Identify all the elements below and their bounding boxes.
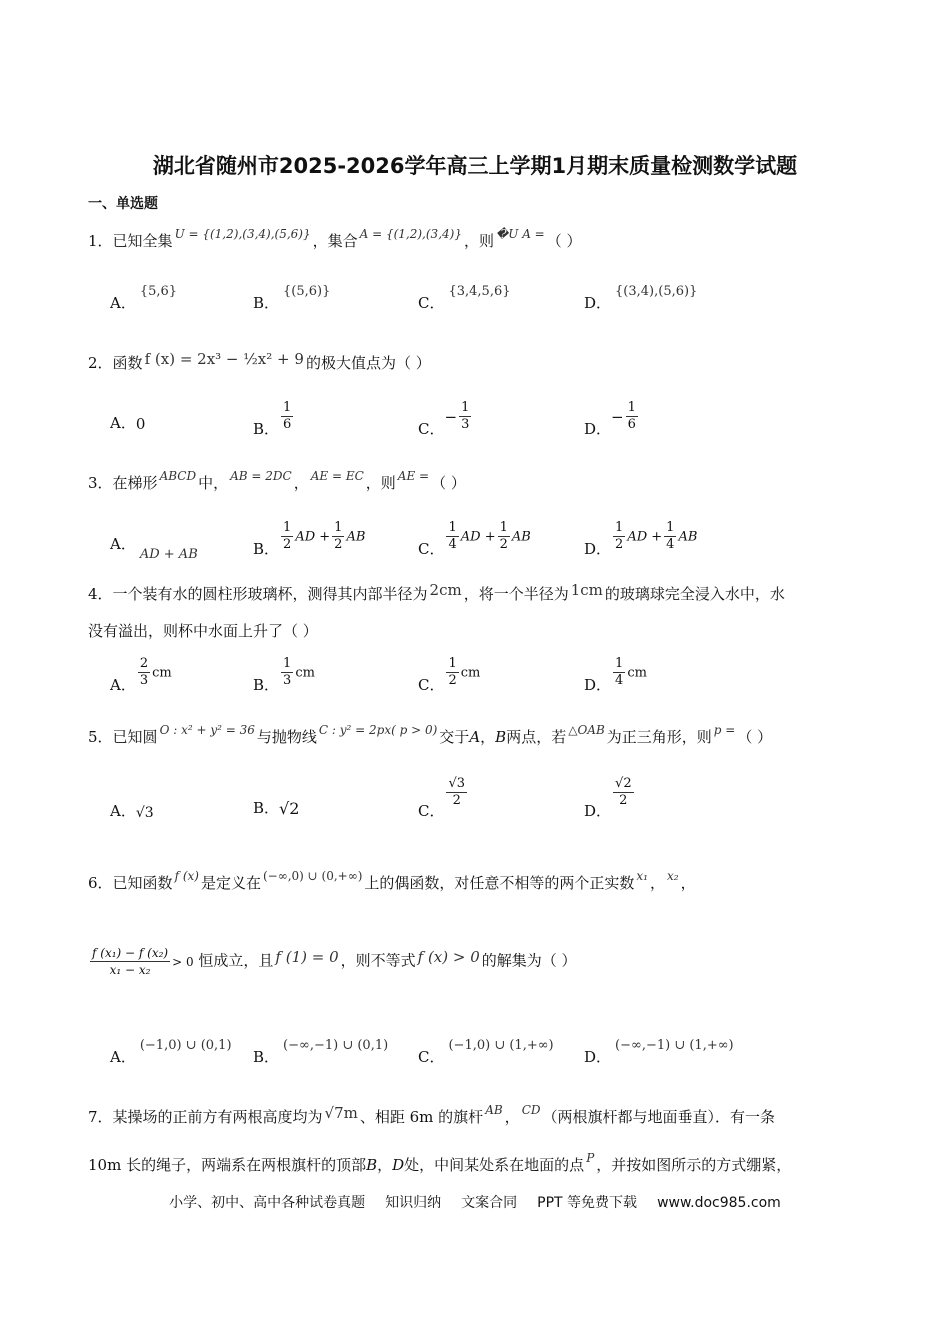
q5-option-a[interactable]: A．√3: [110, 802, 154, 821]
footer-link[interactable]: www.doc985.com: [657, 1195, 781, 1211]
question-6-line-2: $\frac{\text{f (x₁) − f (x₂)}}{\text{x₁ − x₂}}$ > 0 恒成立，且 f (1) = 0 ，则不等式 f (x) > 0 的解集为（ ）: [92, 946, 577, 977]
q1-option-c[interactable]: C．{3,4,5,6}: [418, 284, 511, 312]
q6-option-c[interactable]: C．(−1,0) ∪ (1,+∞): [418, 1038, 554, 1066]
q3-option-c[interactable]: C． $\frac{1}{4}$ AD + $\frac{1}{2}$ AB: [418, 520, 531, 558]
q4-option-d[interactable]: D． $\frac{1}{4}$ cm: [584, 656, 647, 694]
q2-option-c[interactable]: C． − $\frac{1}{3}$: [418, 400, 470, 438]
question-4-line-1: 4．一个装有水的圆柱形玻璃杯，测得其内部半径为 2cm ，将一个半径为 1cm 的玻璃球完全浸入水中，水: [88, 581, 785, 603]
q1-option-b[interactable]: B．{(5,6)}: [253, 284, 331, 312]
q4-option-b[interactable]: B． $\frac{1}{3}$ cm: [253, 656, 315, 694]
question-5: 5．已知圆 O : x² + y² = 36 与抛物线 C : y² = 2px( p > 0) 交于A，B两点，若 △OAB 为正三角形，则 p = （ ）: [88, 723, 773, 746]
q6-option-d[interactable]: D．(−∞,−1) ∪ (1,+∞): [584, 1038, 734, 1066]
q3-option-d[interactable]: D． $\frac{1}{2}$ AD + $\frac{1}{4}$ AB: [584, 520, 698, 558]
question-3: 3．在梯形 ABCD 中， AB = 2DC ， AE = EC ，则 AE = （ ）: [88, 469, 466, 492]
q5-option-b[interactable]: B．√2: [253, 799, 300, 818]
q2-option-b[interactable]: B． $\frac{1}{6}$: [253, 400, 292, 438]
section-heading: 一、单选题: [88, 196, 158, 212]
q5-option-c[interactable]: C． $\frac{√3}{2}$: [418, 776, 466, 820]
question-6-line-1: 6．已知函数 f (x) 是定义在 (−∞,0) ∪ (0,+∞) 上的偶函数，对任意不相等的两个正实数 x₁ ， x₂ ，: [88, 869, 696, 892]
q4-option-a[interactable]: A． $\frac{2}{3}$ cm: [110, 656, 172, 694]
q1-option-a[interactable]: A．{5,6}: [110, 284, 178, 312]
page-footer: 小学、初中、高中各种试卷真题 知识归纳 文案合同 PPT 等免费下载 www.doc985.com: [169, 1195, 781, 1211]
q2-option-d[interactable]: D． − $\frac{1}{6}$: [584, 400, 636, 438]
q6-option-b[interactable]: B．(−∞,−1) ∪ (0,1): [253, 1038, 389, 1066]
page-title: 湖北省随州市2025-2026学年高三上学期1月期末质量检测数学试题: [152, 154, 798, 178]
q3-option-a[interactable]: A．AD + AB: [110, 535, 198, 562]
q4-option-c[interactable]: C． $\frac{1}{2}$ cm: [418, 656, 481, 694]
question-1: 1．已知全集 U = {(1,2),(3,4),(5,6)} ，集合 A = {(1,2),(3,4)} ，则 �U A = （ ）: [88, 227, 582, 250]
q1-option-d[interactable]: D．{(3,4),(5,6)}: [584, 284, 698, 312]
question-2: 2．函数 f (x) = 2x³ − ½x² + 9 的极大值点为（ ）: [88, 350, 431, 372]
question-4-line-2: 没有溢出，则杯中水面上升了（ ）: [88, 622, 318, 640]
q5-option-d[interactable]: D． $\frac{√2}{2}$: [584, 776, 632, 820]
question-7-line-1: 7．某操场的正前方有两根高度均为 √7m 、相距 6m 的旗杆 AB ， CD （两根旗杆都与地面垂直）．有一条: [88, 1103, 776, 1126]
q3-option-b[interactable]: B． $\frac{1}{2}$ AD + $\frac{1}{2}$ AB: [253, 520, 366, 558]
q2-option-a[interactable]: A．0: [110, 414, 146, 433]
q6-option-a[interactable]: A．(−1,0) ∪ (0,1): [110, 1038, 232, 1066]
question-7-line-2: 10m 长的绳子，两端系在两根旗杆的顶部B，D处，中间某处系在地面的点 P ，并按如图所示的方式绷紧，: [88, 1151, 792, 1174]
